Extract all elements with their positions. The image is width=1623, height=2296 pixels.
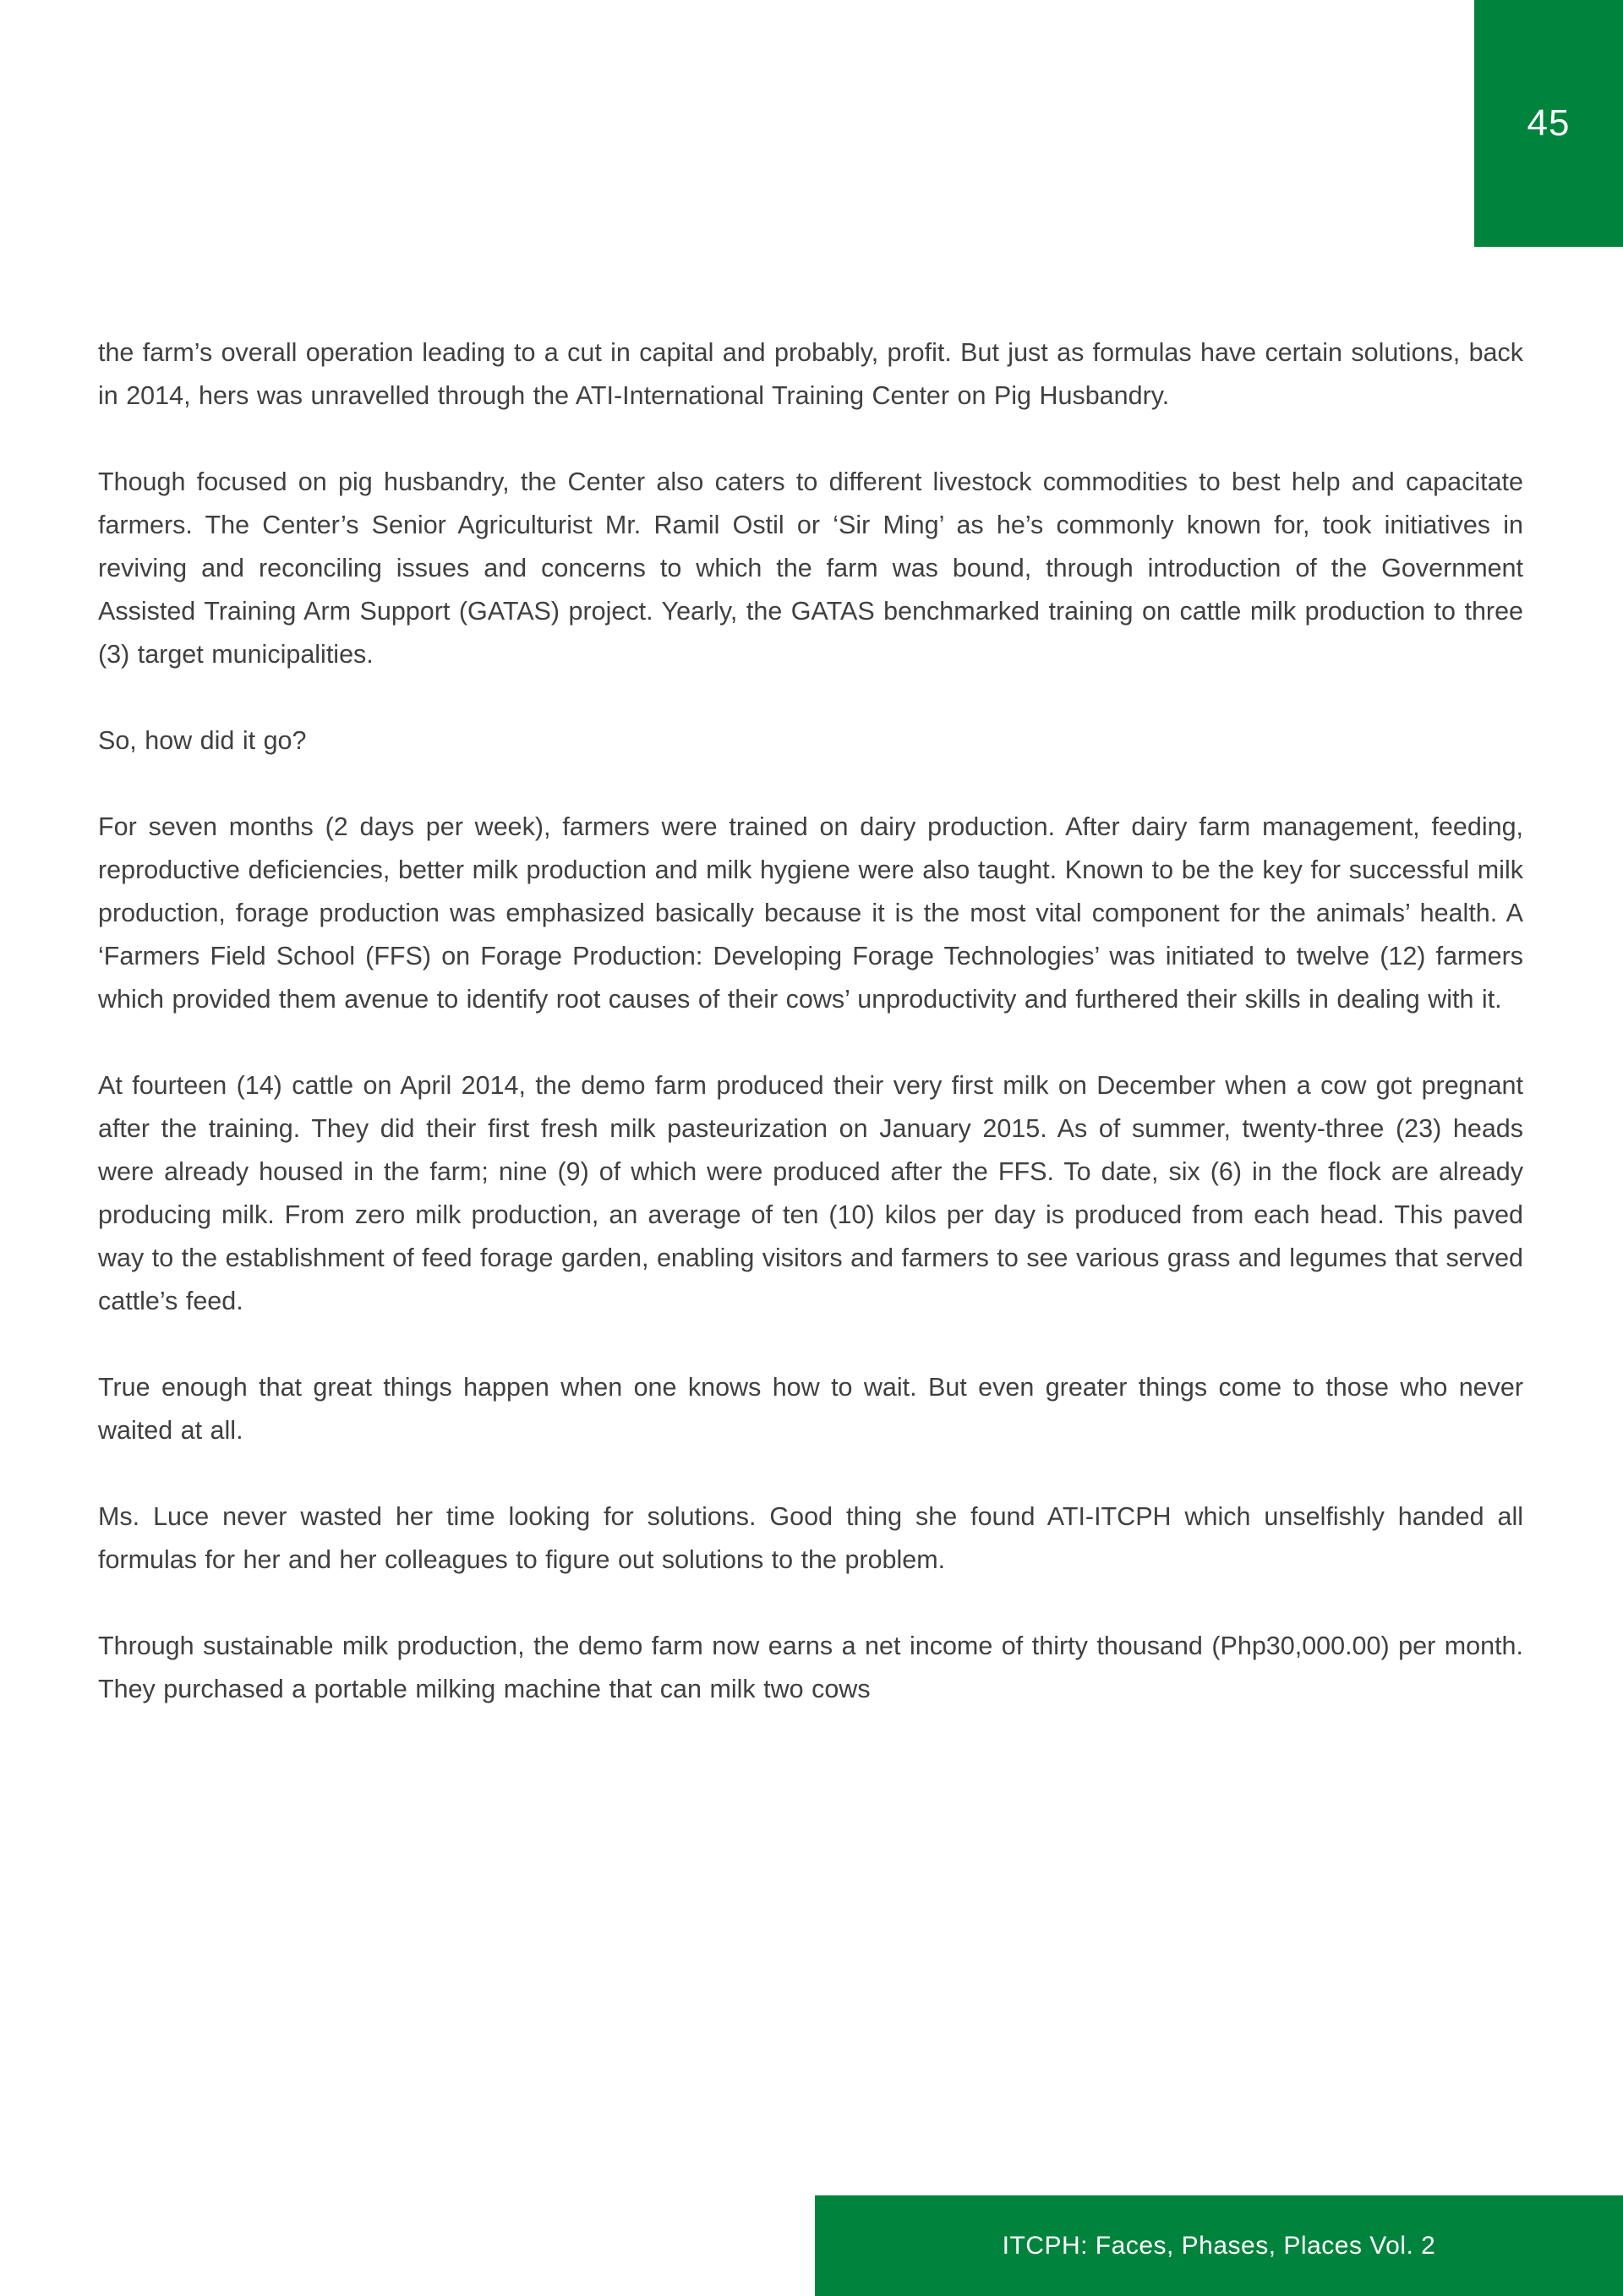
- paragraph: the farm’s overall operation leading to a cut in capital and probably, profit. But just as formulas have certain solutions, back in 2014, hers was unravelled through the ATI-International Training Center on Pig Husbandry.: [98, 338, 1523, 410]
- page-number: 45: [1527, 102, 1571, 144]
- page-number-box: [1474, 0, 1623, 247]
- paragraph: Ms. Luce never wasted her time looking for solutions. Good thing she found ATI-ITCPH which unselfishly handed all formulas for her and her colleagues to figure out solutions to the problem.: [98, 1502, 1523, 1574]
- paragraph: True enough that great things happen when one knows how to wait. But even greater things come to those who never waited at all.: [98, 1373, 1523, 1445]
- paragraph: For seven months (2 days per week), farmers were trained on dairy production. After dairy farm management, feeding, reproductive deficiencies, better milk production and milk hygiene were also taught. Known to be the key for successful milk production, forage production was emphasized basically because it is the most vital component for the animals’ health. A ‘Farmers Field School (FFS) on Forage Production: Developing Forage Technologies’ was initiated to twelve (12) farmers which provided them avenue to identify root causes of their cows’ unproductivity and furthered their skills in dealing with it.: [98, 812, 1523, 1014]
- body-text: [98, 331, 1523, 1754]
- paragraph: Through sustainable milk production, the demo farm now earns a net income of thirty thousand (Php30,000.00) per month. They purchased a portable milking machine that can milk two cows: [98, 1632, 1523, 1703]
- footer-bar: [815, 2195, 1623, 2296]
- paragraph: At fourteen (14) cattle on April 2014, the demo farm produced their very first milk on December when a cow got pregnant after the training. They did their first fresh milk pasteurization on January 2015. As of summer, twenty-three (23) heads were already housed in the farm; nine (9) of which were produced after the FFS. To date, six (6) in the flock are already producing milk. From zero milk production, an average of ten (10) kilos per day is produced from each head. This paved way to the establishment of feed forage garden, enabling visitors and farmers to see various grass and legumes that served cattle’s feed.: [98, 1071, 1523, 1315]
- footer-title: ITCPH: Faces, Phases, Places Vol. 2: [1002, 2231, 1436, 2260]
- paragraph: Though focused on pig husbandry, the Center also caters to different livestock commodities to best help and capacitate farmers. The Center’s Senior Agriculturist Mr. Ramil Ostil or ‘Sir Ming’ as he’s commonly known for, took initiatives in reviving and reconciling issues and concerns to which the farm was bound, through introduction of the Government Assisted Training Arm Support (GATAS) project. Yearly, the GATAS benchmarked training on cattle milk production to three (3) target municipalities.: [98, 467, 1523, 669]
- paragraph: So, how did it go?: [98, 726, 307, 755]
